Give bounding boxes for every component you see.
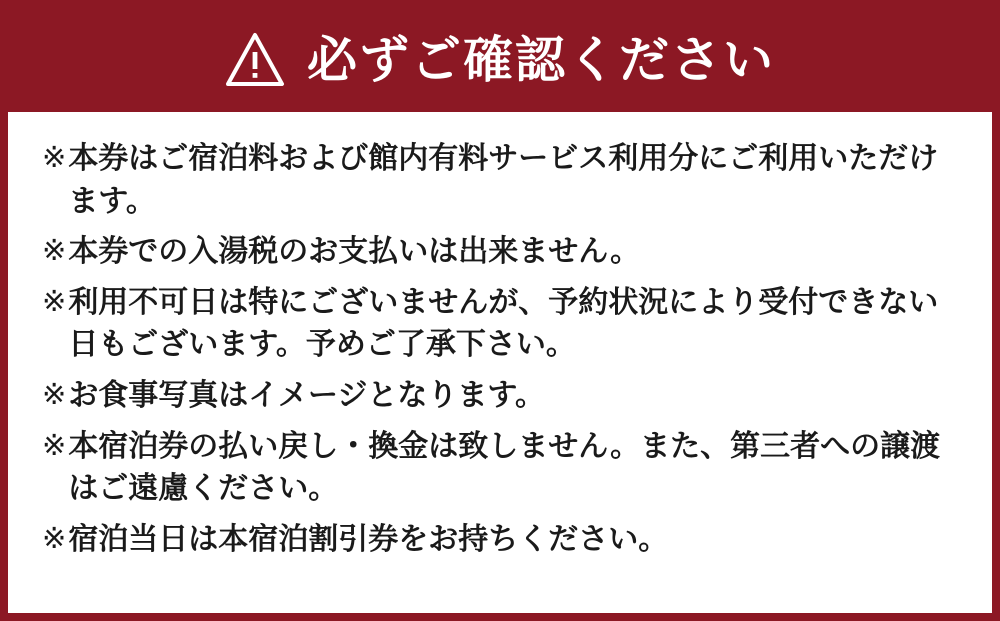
list-item <box>42 138 958 223</box>
list-item-text: 宿泊当日は本宿泊割引券をお持ちください。 <box>68 522 669 556</box>
list-item <box>42 282 958 367</box>
list-item-text: 本券での入湯税のお支払いは出来ません。 <box>68 235 641 269</box>
notice-list <box>8 112 992 613</box>
bullet-mark: ※ <box>42 378 67 411</box>
bullet-mark: ※ <box>42 429 67 462</box>
list-item-text: 利用不可日は特にございませんが、予約状況により受付できない日もございます。予めご了承下さい。 <box>68 285 939 362</box>
list-item-text: お食事写真はイメージとなります。 <box>68 378 546 412</box>
notice-header <box>8 8 992 112</box>
list-item <box>42 375 958 418</box>
list-item-text: 本券はご宿泊料および館内有料サービス利用分にご利用いただけます。 <box>68 142 939 218</box>
bullet-mark: ※ <box>42 522 67 555</box>
bullet-mark: ※ <box>42 142 67 174</box>
warning-triangle-icon <box>225 32 285 88</box>
list-item <box>42 519 958 562</box>
bullet-mark: ※ <box>42 235 67 268</box>
page-title: 必ずご確認ください <box>307 32 775 88</box>
list-item <box>42 426 958 511</box>
list-item-text: 本宿泊券の払い戻し・換金は致しません。また、第三者への譲渡はご遠慮ください。 <box>68 429 941 506</box>
bullet-mark: ※ <box>42 285 67 318</box>
list-item <box>42 231 958 274</box>
